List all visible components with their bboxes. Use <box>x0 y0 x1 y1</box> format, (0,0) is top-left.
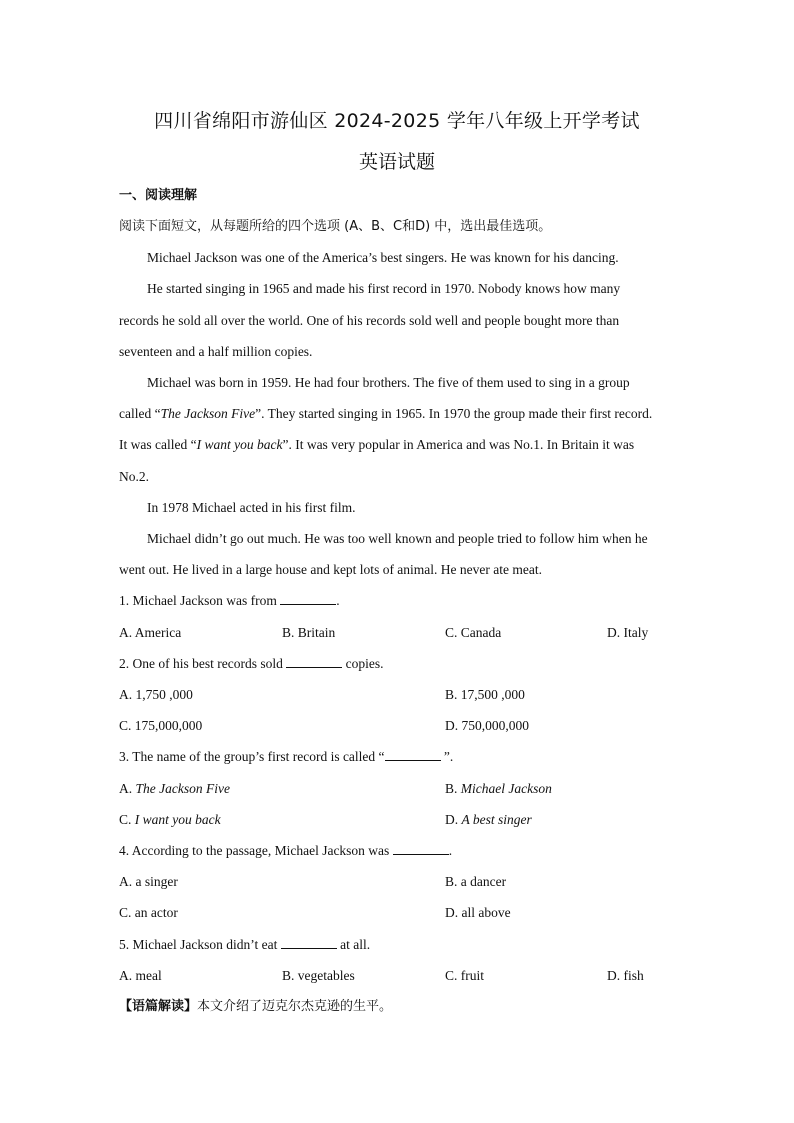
question-5: 5. Michael Jackson didn’t eat at all. <box>119 937 371 952</box>
option-c[interactable]: C. 175,000,000 <box>119 718 203 733</box>
option-b[interactable]: B. Michael Jackson <box>445 781 552 796</box>
option-c[interactable]: C. an actor <box>119 905 178 920</box>
note-text: 本文介绍了迈克尔杰克逊的生平。 <box>197 999 393 1014</box>
option-a[interactable]: A. a singer <box>119 874 178 889</box>
passage-note <box>119 998 392 1015</box>
option-c[interactable]: C. fruit <box>445 968 484 983</box>
passage-line: It was called “I want you back”. It was very popular in America and was No.1. In Britain it was <box>119 437 635 452</box>
question-2: 2. One of his best records sold copies. <box>119 656 384 671</box>
option-b[interactable]: B. 17,500 ,000 <box>445 687 525 702</box>
option-b[interactable]: B. Britain <box>282 625 336 640</box>
question-3: 3. The name of the group’s first record is called “ ”. <box>119 749 454 764</box>
answer-blank[interactable] <box>281 937 337 949</box>
option-a[interactable]: A. The Jackson Five <box>119 781 230 796</box>
answer-blank[interactable] <box>286 656 342 668</box>
option-c[interactable]: C. Canada <box>445 625 502 640</box>
option-d[interactable]: D. all above <box>445 905 511 920</box>
answer-blank[interactable] <box>393 843 449 855</box>
option-a[interactable]: A. 1,750 ,000 <box>119 687 193 702</box>
note-label: 【语篇解读】 <box>119 999 198 1014</box>
passage-line: Michael didn’t go out much. He was too well known and people tried to follow him when he <box>147 531 648 546</box>
instruction-text: 阅读下面短文，从每题所给的四个选项 (A、B、C和D) 中，选出最佳选项。 <box>119 219 552 234</box>
group-name-italic: The Jackson Five <box>160 406 256 421</box>
answer-blank[interactable] <box>280 593 336 605</box>
passage-line: called “The Jackson Five”. They started singing in 1965. In 1970 the group made their first record. <box>119 406 653 421</box>
option-d[interactable]: D. Italy <box>607 625 649 640</box>
passage-line: went out. He lived in a large house and kept lots of animal. He never ate meat. <box>119 562 542 577</box>
exam-subtitle: 英语试题 <box>358 151 435 173</box>
option-b[interactable]: B. a dancer <box>445 874 507 889</box>
option-d[interactable]: D. fish <box>607 968 644 983</box>
passage-line: records he sold all over the world. One of his records sold well and people bought more than <box>119 313 620 328</box>
option-a[interactable]: A. America <box>119 625 182 640</box>
option-c[interactable]: C. I want you back <box>119 812 221 827</box>
record-name-italic: I want you back <box>196 437 283 452</box>
option-d[interactable]: D. 750,000,000 <box>445 718 529 733</box>
passage-line: Michael Jackson was one of the America’s best singers. He was known for his dancing. <box>147 250 619 265</box>
passage-line: No.2. <box>119 469 149 484</box>
question-4: 4. According to the passage, Michael Jackson was . <box>119 843 453 858</box>
option-d[interactable]: D. A best singer <box>445 812 532 827</box>
section-heading: 一、阅读理解 <box>119 188 198 203</box>
passage-line: In 1978 Michael acted in his first film. <box>147 500 356 515</box>
passage-line: He started singing in 1965 and made his first record in 1970. Nobody knows how many <box>147 281 621 296</box>
answer-blank[interactable] <box>385 749 441 761</box>
exam-title: 四川省绵阳市游仙区 2024-2025 学年八年级上开学考试 <box>154 110 640 132</box>
passage-line: seventeen and a half million copies. <box>119 344 313 359</box>
option-b[interactable]: B. vegetables <box>282 968 355 983</box>
question-1: 1. Michael Jackson was from . <box>119 593 340 608</box>
passage-line: Michael was born in 1959. He had four brothers. The five of them used to sing in a group <box>147 375 630 390</box>
option-a[interactable]: A. meal <box>119 968 162 983</box>
